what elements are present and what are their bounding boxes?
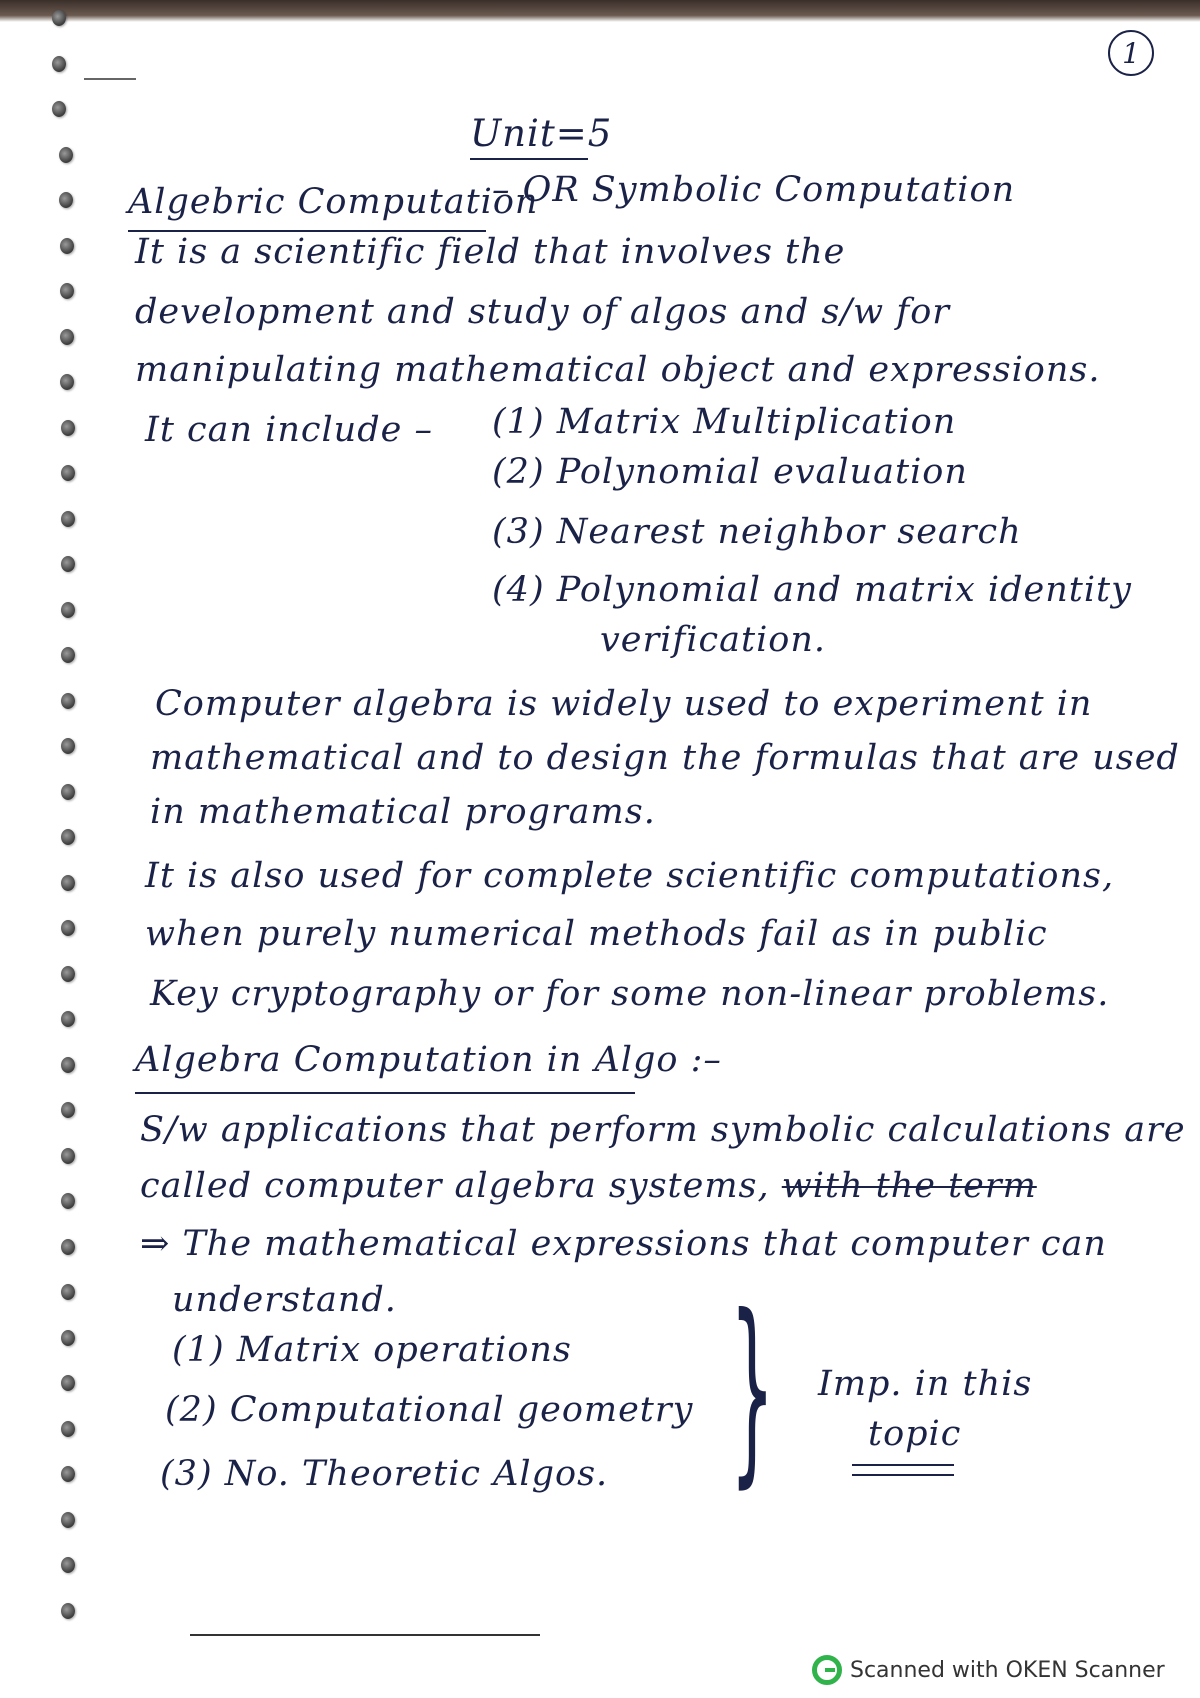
binding-hole: [52, 56, 66, 72]
s1-item-4-continued: verification.: [600, 620, 827, 660]
unit-title: Unit=5: [470, 112, 613, 155]
s2-item-3-text: No. Theoretic Algos.: [224, 1454, 609, 1494]
s2-item-3-num: 3: [174, 1454, 198, 1494]
scanner-watermark: [812, 1653, 1165, 1687]
s2-line-2: [140, 1166, 1037, 1206]
p2-line-2: mathematical and to design the formulas that are used: [150, 738, 1180, 778]
binding-hole: [61, 829, 75, 845]
binding-hole: [61, 1603, 75, 1619]
binding-hole: [61, 1057, 75, 1073]
binding-hole: [59, 192, 73, 208]
binding-hole: [60, 283, 74, 299]
binding-hole: [61, 1375, 75, 1391]
binding-hole: [61, 738, 75, 754]
s1-line-4: It can include –: [145, 410, 433, 450]
section2-heading: Algebra Computation in Algo :–: [135, 1040, 722, 1080]
s2-item-1-num: 1: [186, 1330, 210, 1370]
oken-logo-icon: [812, 1655, 842, 1685]
section1-heading: Algebric Computation: [128, 182, 539, 222]
page-top-edge: [0, 0, 1200, 22]
binding-hole: [61, 1512, 75, 1528]
binding-hole: [61, 420, 75, 436]
s1-item-1-text: Matrix Multiplication: [556, 402, 957, 442]
p3-line-2: when purely numerical methods fail as in public: [145, 914, 1048, 954]
p2-line-1: Computer algebra is widely used to experiment in: [155, 684, 1093, 724]
s1-item-2-text: Polynomial evaluation: [556, 452, 968, 492]
s1-line-2: development and study of algos and s/w for: [135, 292, 951, 332]
binding-hole: [60, 329, 74, 345]
binding-hole: [52, 10, 66, 26]
s1-item-2-num: 2: [506, 452, 530, 492]
binding-hole: [61, 1557, 75, 1573]
p3-line-1: It is also used for complete scientific computations,: [145, 856, 1115, 896]
s2-item-2-text: Computational geometry: [229, 1390, 694, 1430]
binding-hole: [61, 1102, 75, 1118]
s2-line-1: S/w applications that perform symbolic calculations are: [140, 1110, 1186, 1150]
binding-hole: [61, 511, 75, 527]
binding-hole: [61, 1011, 75, 1027]
s2-line-2-text: called computer algebra systems,: [140, 1166, 770, 1206]
s2-item-2-num: 2: [179, 1390, 203, 1430]
s1-item-3-text: Nearest neighbor search: [556, 512, 1022, 552]
binding-hole: [61, 556, 75, 572]
binding-hole: [61, 966, 75, 982]
page-number: 1: [1108, 30, 1154, 76]
s2-struck-text: with the term: [781, 1166, 1037, 1206]
curly-brace: }: [730, 1273, 775, 1506]
p2-line-3: in mathematical programs.: [150, 792, 656, 832]
section2-underline: [135, 1092, 635, 1094]
binding-hole: [61, 465, 75, 481]
s1-line-1: It is a scientific field that involves the: [135, 232, 846, 272]
binding-hole: [61, 875, 75, 891]
binding-hole: [60, 238, 74, 254]
section1-heading-alt: – OR Symbolic Computation: [492, 170, 1016, 210]
s1-item-3-num: 3: [506, 512, 530, 552]
binding-hole: [61, 602, 75, 618]
binding-hole: [61, 1330, 75, 1346]
note-line-1: Imp. in this: [818, 1364, 1033, 1404]
p3-line-3: Key cryptography or for some non-linear problems.: [150, 974, 1110, 1014]
binding-hole: [61, 1239, 75, 1255]
note-underline-2: [852, 1474, 954, 1476]
binding-hole: [61, 1148, 75, 1164]
binding-hole: [52, 101, 66, 117]
binding-hole: [61, 920, 75, 936]
s1-item-4-num: 4: [506, 570, 530, 610]
note-underline-1: [852, 1464, 954, 1466]
binding-hole: [61, 1466, 75, 1482]
footer-rule: [190, 1634, 540, 1636]
s1-item-4-text: Polynomial and matrix identity: [556, 570, 1132, 610]
margin-mark: [84, 78, 136, 80]
binding-hole: [61, 693, 75, 709]
s2-line-3: ⇒ The mathematical expressions that computer can: [140, 1224, 1107, 1264]
s2-item-2: (2) Computational geometry: [165, 1390, 694, 1430]
binding-hole: [61, 647, 75, 663]
s2-line-4: understand.: [172, 1280, 397, 1320]
s2-item-1: (1) Matrix operations: [172, 1330, 572, 1370]
binding-hole: [61, 1193, 75, 1209]
binding-hole: [61, 1284, 75, 1300]
title-underline: [470, 158, 588, 160]
s2-item-3: (3) No. Theoretic Algos.: [160, 1454, 609, 1494]
s1-item-3: (3) Nearest neighbor search: [492, 512, 1022, 552]
spiral-binding: [0, 0, 100, 1698]
s1-item-1: (1) Matrix Multiplication: [492, 402, 957, 442]
s1-item-4: (4) Polynomial and matrix identity: [492, 570, 1132, 610]
s1-item-2: (2) Polynomial evaluation: [492, 452, 968, 492]
binding-hole: [59, 147, 73, 163]
binding-hole: [61, 784, 75, 800]
s1-line-3: manipulating mathematical object and expressions.: [135, 350, 1101, 390]
binding-hole: [61, 1421, 75, 1437]
scanner-text: Scanned with OKEN Scanner: [850, 1657, 1165, 1683]
s1-item-1-num: 1: [506, 402, 530, 442]
binding-hole: [60, 374, 74, 390]
s2-item-1-text: Matrix operations: [236, 1330, 572, 1370]
note-line-2: topic: [868, 1414, 962, 1454]
